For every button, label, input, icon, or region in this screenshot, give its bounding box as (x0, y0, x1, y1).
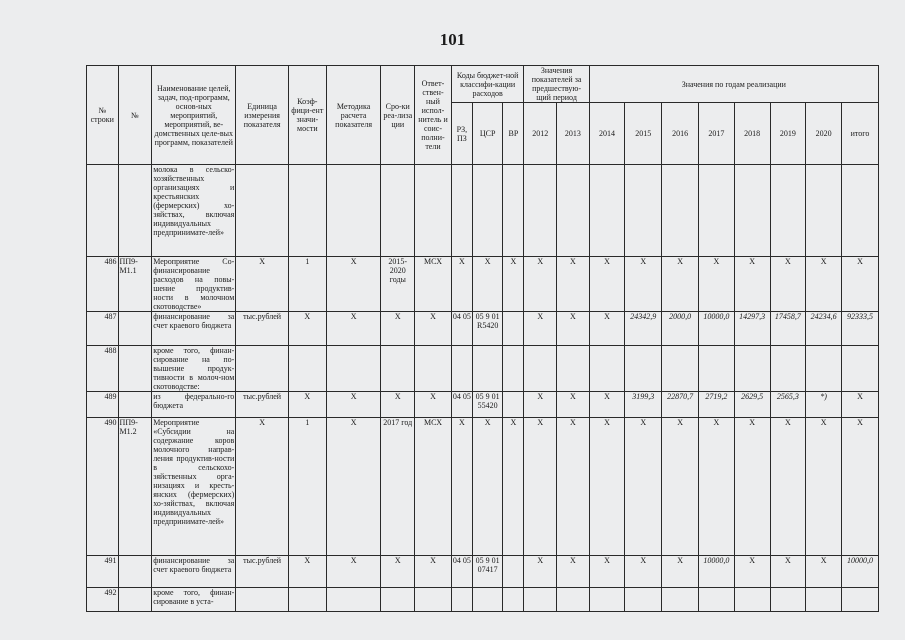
cell-y2015 (625, 588, 662, 612)
table-row (87, 588, 879, 612)
cell-y2019 (770, 346, 806, 392)
header-2013: 2013 (557, 103, 590, 165)
cell-y2016 (662, 165, 699, 257)
cell-y2012: X (524, 418, 557, 556)
cell-y2015 (625, 165, 662, 257)
cell-y2019: X (770, 556, 806, 588)
cell-y2020: X (806, 257, 842, 312)
cell-resp: X (415, 556, 452, 588)
program-table (86, 65, 879, 612)
header-unit: Единица измерения показателя (236, 66, 289, 165)
cell-y2014: X (589, 312, 625, 346)
cell-method: X (326, 556, 381, 588)
cell-code (118, 165, 152, 257)
cell-rz: 04 05 (451, 312, 472, 346)
cell-method (326, 165, 381, 257)
cell-total: 10000,0 (842, 556, 879, 588)
cell-rz (451, 588, 472, 612)
cell-code: ПП9-М1.1 (118, 257, 152, 312)
table-row (87, 556, 879, 588)
cell-y2017: X (699, 257, 735, 312)
cell-no: 491 (87, 556, 119, 588)
cell-no: 488 (87, 346, 119, 392)
table-header (87, 66, 879, 165)
cell-vr: X (503, 257, 524, 312)
cell-no: 492 (87, 588, 119, 612)
cell-y2015: X (625, 556, 662, 588)
cell-csr: 05 9 01 R5420 (472, 312, 503, 346)
cell-method: X (326, 312, 381, 346)
header-vr: ВР (503, 103, 524, 165)
header-method: Методика расчета показателя (326, 66, 381, 165)
cell-y2017 (699, 165, 735, 257)
cell-terms (381, 588, 415, 612)
table-row (87, 257, 879, 312)
cell-rz (451, 165, 472, 257)
cell-y2013: X (557, 257, 590, 312)
cell-terms (381, 346, 415, 392)
cell-y2017: 2719,2 (699, 392, 735, 418)
cell-y2014: X (589, 392, 625, 418)
cell-total (842, 165, 879, 257)
header-2014: 2014 (589, 103, 625, 165)
cell-unit: тыс.рублей (236, 556, 289, 588)
cell-y2017: X (699, 418, 735, 556)
cell-total: X (842, 418, 879, 556)
cell-y2015 (625, 346, 662, 392)
header-2020: 2020 (806, 103, 842, 165)
cell-y2015: 24342,9 (625, 312, 662, 346)
cell-y2013 (557, 165, 590, 257)
cell-y2012: X (524, 257, 557, 312)
cell-y2019: 2565,3 (770, 392, 806, 418)
cell-y2015: X (625, 418, 662, 556)
cell-name: кроме того, финан-сирование на по-вышение продук-тивности в молоч-ном скотоводстве: (153, 346, 235, 391)
cell-no: 486 (87, 257, 119, 312)
header-rz: РЗ, ПЗ (451, 103, 472, 165)
cell-resp: X (415, 392, 452, 418)
cell-coef (288, 346, 326, 392)
cell-y2020 (806, 165, 842, 257)
cell-y2020: X (806, 556, 842, 588)
header-prev-values: Значения показателей за предшествую-щий период (524, 66, 589, 103)
cell-name: молока в сельско-хозяйственных организациях и крестьянских (фермерских) хо-зяйствах, включая индивидуальных предпринимате-лей» (152, 165, 236, 257)
header-2012: 2012 (524, 103, 557, 165)
cell-method: X (326, 392, 381, 418)
cell-y2020 (806, 346, 842, 392)
cell-vr: X (503, 418, 524, 556)
cell-csr: 05 9 01 07417 (472, 556, 503, 588)
cell-vr (503, 392, 524, 418)
header-2017: 2017 (699, 103, 735, 165)
cell-method (326, 346, 381, 392)
cell-vr (503, 556, 524, 588)
table-row (87, 418, 879, 556)
cell-y2013 (557, 588, 590, 612)
header-no: № (118, 66, 152, 165)
cell-y2014 (589, 588, 625, 612)
cell-csr (472, 346, 503, 392)
table-row (87, 165, 879, 257)
cell-y2017 (699, 346, 735, 392)
cell-name: финансирование за счет краевого бюджета (152, 312, 236, 346)
cell-code: ПП9-М1.2 (118, 418, 152, 556)
cell-code (118, 392, 152, 418)
cell-y2013: X (557, 556, 590, 588)
cell-code (118, 346, 152, 392)
cell-name: кроме того, финан-сирование в уста- (152, 588, 236, 612)
cell-y2018: 2629,5 (734, 392, 770, 418)
cell-rz: X (451, 257, 472, 312)
cell-method (326, 588, 381, 612)
cell-y2013 (557, 346, 590, 392)
cell-name: финансирование за счет краевого бюджета (152, 556, 236, 588)
cell-y2016: X (662, 556, 699, 588)
cell-y2018 (734, 165, 770, 257)
cell-no: 490 (87, 418, 119, 556)
cell-y2013: X (557, 392, 590, 418)
cell-total: X (842, 392, 879, 418)
cell-y2014: X (589, 556, 625, 588)
cell-y2015: X (625, 257, 662, 312)
cell-y2012 (524, 165, 557, 257)
cell-name: Мероприятие Со-финансирование расходов на повы-шение продуктив-ности в молочном скотоводстве» (153, 257, 235, 311)
header-2019: 2019 (770, 103, 806, 165)
cell-y2016 (662, 346, 699, 392)
cell-coef: X (288, 312, 326, 346)
cell-y2013: X (557, 312, 590, 346)
cell-coef: X (288, 392, 326, 418)
cell-y2016: X (662, 418, 699, 556)
table-row (87, 346, 879, 392)
cell-y2018: X (734, 418, 770, 556)
cell-y2012: X (524, 392, 557, 418)
cell-rz: 04 05 (451, 392, 472, 418)
cell-y2019 (770, 165, 806, 257)
header-2018: 2018 (734, 103, 770, 165)
cell-y2016: 22870,7 (662, 392, 699, 418)
cell-unit (236, 165, 289, 257)
cell-y2018: X (734, 556, 770, 588)
cell-code (118, 588, 152, 612)
header-responsible: Ответ-ствен-ный испол-нитель и соис-полни-тели (415, 66, 452, 165)
cell-coef: X (288, 556, 326, 588)
cell-y2020: X (806, 418, 842, 556)
cell-coef: 1 (288, 257, 326, 312)
cell-y2015: 3199,3 (625, 392, 662, 418)
cell-coef: 1 (288, 418, 326, 556)
table-row (87, 312, 879, 346)
cell-terms (381, 165, 415, 257)
cell-unit: тыс.рублей (236, 392, 289, 418)
cell-rz: 04 05 (451, 556, 472, 588)
cell-terms: X (381, 556, 415, 588)
cell-y2019: X (770, 257, 806, 312)
cell-y2018 (734, 588, 770, 612)
cell-csr: X (472, 257, 503, 312)
cell-vr (503, 165, 524, 257)
cell-y2016 (662, 588, 699, 612)
cell-total: X (842, 257, 879, 312)
header-coef: Коэф-фици-ент значи-мости (288, 66, 326, 165)
header-2015: 2015 (625, 103, 662, 165)
cell-terms: X (381, 312, 415, 346)
cell-unit (236, 588, 289, 612)
cell-terms: X (381, 392, 415, 418)
header-name: Наименование целей, задач, под-программ, основ-ных мероприятий, мероприятий, ве-домственных целе-вых программ, показателей (152, 66, 236, 165)
cell-y2014 (589, 346, 625, 392)
cell-csr: X (472, 418, 503, 556)
cell-y2012 (524, 346, 557, 392)
cell-terms: 2015-2020 годы (381, 257, 415, 312)
cell-csr (472, 588, 503, 612)
cell-y2020: *) (806, 392, 842, 418)
cell-y2016: 2000,0 (662, 312, 699, 346)
cell-total (842, 588, 879, 612)
cell-unit: тыс.рублей (236, 312, 289, 346)
header-2016: 2016 (662, 103, 699, 165)
cell-unit: X (236, 418, 289, 556)
cell-y2017: 10000,0 (699, 556, 735, 588)
cell-y2019: 17458,7 (770, 312, 806, 346)
cell-no (87, 165, 119, 257)
cell-no: 489 (87, 392, 119, 418)
cell-resp: МСХ (415, 257, 452, 312)
cell-rz: X (451, 418, 472, 556)
cell-unit: X (236, 257, 289, 312)
header-budget-codes: Коды бюджет-ной классифи-кации расходов (451, 66, 524, 103)
cell-y2018: 14297,3 (734, 312, 770, 346)
cell-y2012: X (524, 556, 557, 588)
cell-y2019 (770, 588, 806, 612)
cell-y2013: X (557, 418, 590, 556)
cell-y2014 (589, 165, 625, 257)
cell-y2018 (734, 346, 770, 392)
cell-y2018: X (734, 257, 770, 312)
header-terms: Сро-ки реа-лиза ции (381, 66, 415, 165)
cell-resp (415, 165, 452, 257)
cell-name: Мероприятие «Субсидии на содержание коров молочного направ-ления продуктив-ности в сельскохо-зяйственных орга-низациях и кресть-янских (фермерских) хо-зяйствах, включая индивидуальных предпринимате-лей» (152, 418, 236, 556)
cell-csr: 05 9 01 55420 (472, 392, 503, 418)
cell-y2014: X (589, 257, 625, 312)
cell-vr (503, 588, 524, 612)
cell-resp: X (415, 312, 452, 346)
cell-y2014: X (589, 418, 625, 556)
cell-resp (415, 346, 452, 392)
cell-name: из федерально-го бюджета (152, 392, 236, 418)
cell-y2012 (524, 588, 557, 612)
cell-total (842, 346, 879, 392)
table-body (87, 165, 879, 612)
cell-resp: МСХ (415, 418, 452, 556)
cell-y2017 (699, 588, 735, 612)
cell-y2020 (806, 588, 842, 612)
page-number: 101 (439, 30, 466, 49)
cell-y2020: 24234,6 (806, 312, 842, 346)
header-row-no: № строки (87, 66, 119, 165)
header-year-values: Значения по годам реализации (589, 66, 878, 103)
cell-no: 487 (87, 312, 119, 346)
cell-csr (472, 165, 503, 257)
cell-terms: 2017 год (381, 418, 415, 556)
cell-rz (451, 346, 472, 392)
header-csr: ЦСР (472, 103, 503, 165)
cell-unit (236, 346, 289, 392)
cell-y2019: X (770, 418, 806, 556)
cell-y2016: X (662, 257, 699, 312)
cell-resp (415, 588, 452, 612)
cell-y2012: X (524, 312, 557, 346)
cell-total: 92333,5 (842, 312, 879, 346)
cell-y2017: 10000,0 (699, 312, 735, 346)
cell-code (118, 312, 152, 346)
table-row (87, 392, 879, 418)
header-total: итого (842, 103, 879, 165)
cell-coef (288, 588, 326, 612)
cell-vr (503, 312, 524, 346)
cell-vr (503, 346, 524, 392)
cell-coef (288, 165, 326, 257)
cell-code (118, 556, 152, 588)
cell-method: X (326, 257, 381, 312)
cell-method: X (326, 418, 381, 556)
